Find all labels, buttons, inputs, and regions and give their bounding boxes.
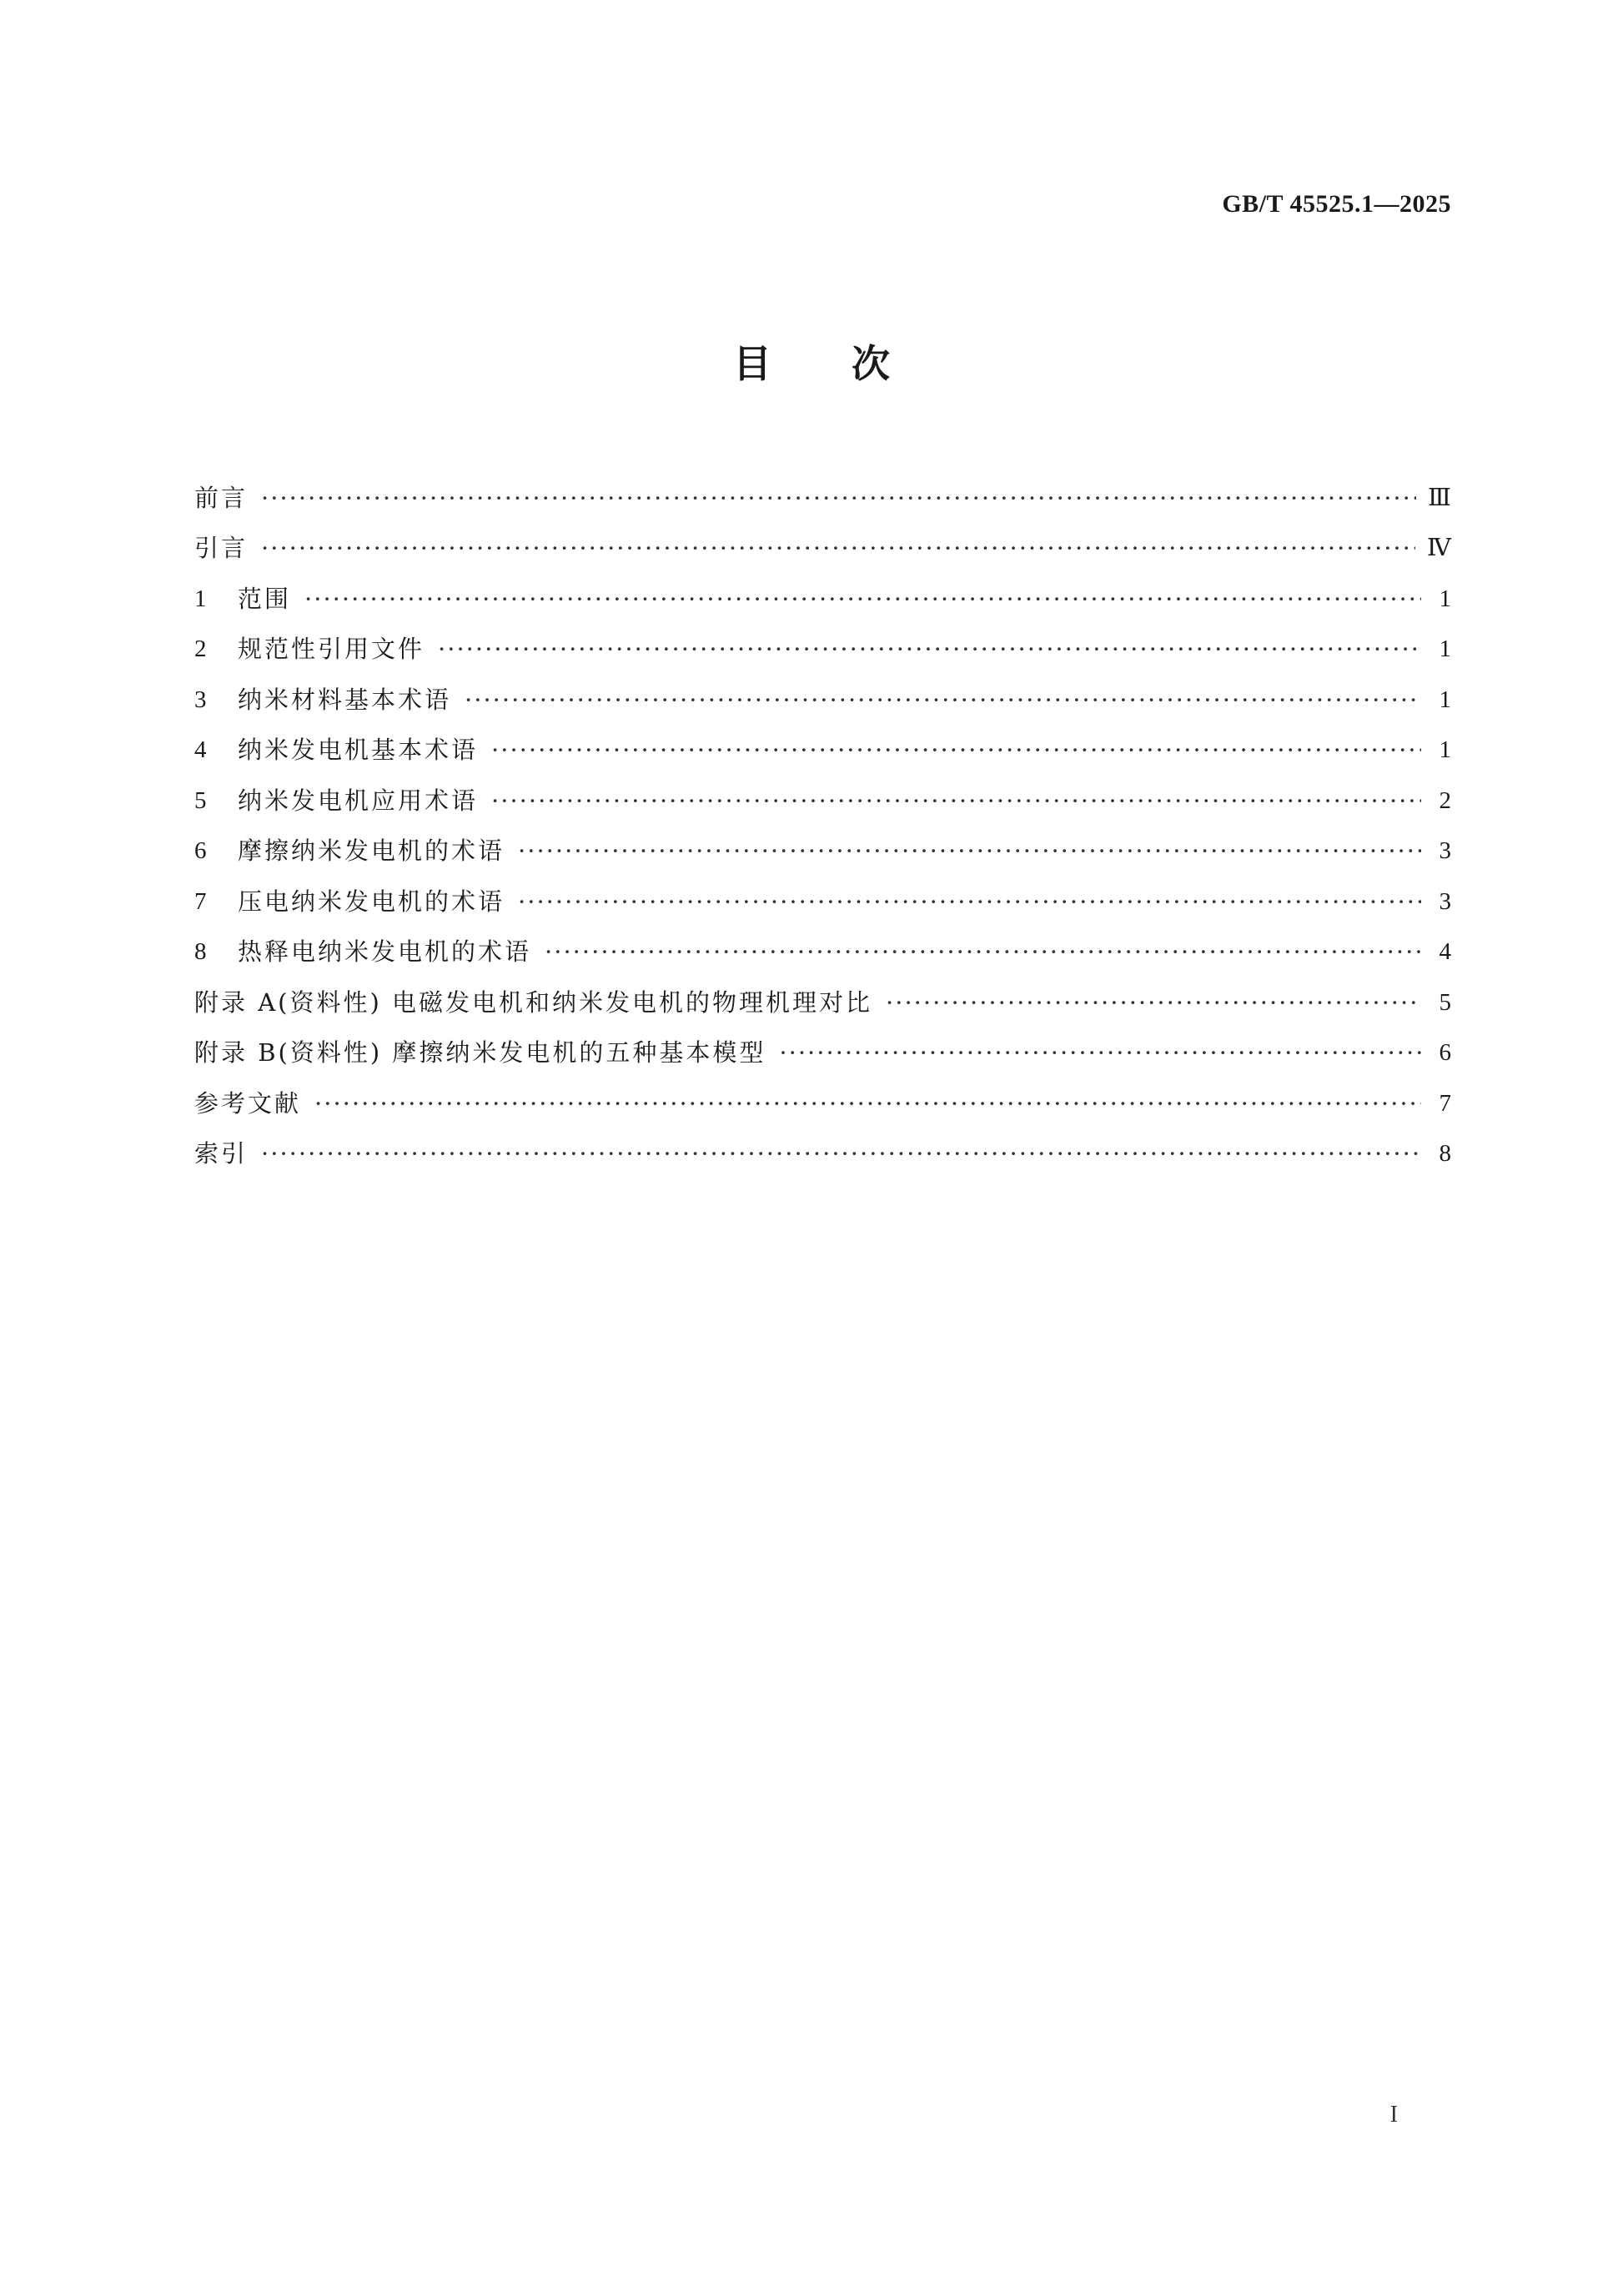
toc-entry-number: 7: [194, 887, 207, 915]
toc-title: 目次: [733, 341, 970, 386]
toc-entry-label: 附录 A(资料性) 电磁发电机和纳米发电机的物理机理对比: [194, 987, 873, 1017]
toc-dot-leader: [314, 1087, 1421, 1120]
toc-entry-number: 8: [194, 938, 207, 965]
toc-entry-label: 热释电纳米发电机的术语: [238, 937, 532, 966]
toc-entry-label: 前言: [194, 483, 249, 512]
toc-entry-label: 纳米发电机应用术语: [238, 786, 479, 815]
toc-entry-page: 1: [1439, 636, 1451, 662]
toc-entry-page: 1: [1439, 686, 1451, 713]
toc-entry[interactable]: [194, 766, 1451, 817]
toc-dot-leader: [438, 632, 1421, 666]
toc-entry-label: 范围: [238, 584, 292, 613]
toc-entry-label: 引言: [194, 534, 249, 562]
toc-entry[interactable]: [194, 1019, 1451, 1070]
toc-dot-leader: [261, 481, 1416, 515]
toc-entry[interactable]: [194, 716, 1451, 767]
toc-entry-page: 6: [1439, 1039, 1451, 1066]
toc-entry-page: 1: [1439, 585, 1451, 612]
toc-entry[interactable]: [194, 666, 1451, 716]
toc-entry-page: 3: [1439, 837, 1451, 864]
toc-entry-label: 附录 B(资料性) 摩擦纳米发电机的五种基本模型: [194, 1038, 766, 1067]
toc-entry[interactable]: [194, 464, 1451, 515]
toc-entry[interactable]: [194, 565, 1451, 615]
toc-dot-leader: [491, 733, 1421, 766]
toc-entry-page: 5: [1439, 988, 1451, 1016]
toc-list: [194, 464, 1451, 1170]
toc-dot-leader: [491, 784, 1421, 817]
toc-entry[interactable]: [194, 867, 1451, 918]
toc-entry-number: 2: [194, 636, 207, 662]
toc-entry-number: 5: [194, 786, 207, 814]
toc-entry-page: 3: [1439, 887, 1451, 915]
toc-dot-leader: [304, 582, 1421, 615]
toc-dot-leader: [518, 885, 1421, 918]
toc-entry[interactable]: [194, 515, 1451, 565]
toc-entry-number: 4: [194, 736, 207, 763]
toc-entry-page: 2: [1439, 786, 1451, 814]
toc-entry[interactable]: [194, 968, 1451, 1019]
toc-dot-leader: [465, 683, 1421, 716]
toc-entry-number: 6: [194, 837, 207, 864]
toc-entry-page: Ⅳ: [1427, 535, 1451, 561]
toc-entry-label: 摩擦纳米发电机的术语: [238, 837, 505, 865]
toc-dot-leader: [779, 1036, 1421, 1069]
toc-entry-number: 3: [194, 686, 207, 713]
toc-entry-label: 纳米发电机基本术语: [238, 736, 479, 764]
standard-number: GB/T 45525.1—2025: [1222, 190, 1451, 218]
toc-dot-leader: [518, 834, 1421, 867]
toc-entry-page: 4: [1439, 938, 1451, 965]
toc-dot-leader: [886, 986, 1421, 1019]
toc-entry-page: 8: [1439, 1140, 1451, 1167]
toc-entry-label: 纳米材料基本术语: [238, 685, 452, 714]
toc-entry[interactable]: [194, 1069, 1451, 1120]
toc-entry-page: Ⅲ: [1428, 484, 1451, 511]
toc-entry[interactable]: [194, 1120, 1451, 1171]
toc-entry[interactable]: [194, 615, 1451, 666]
toc-dot-leader: [261, 1137, 1421, 1170]
toc-dot-leader: [261, 531, 1415, 565]
toc-entry-label: 参考文献: [194, 1088, 302, 1118]
toc-entry-label: 索引: [194, 1139, 249, 1168]
page-number: I: [1389, 2102, 1398, 2128]
toc-entry-page: 7: [1439, 1089, 1451, 1117]
toc-entry[interactable]: [194, 817, 1451, 868]
toc-entry-label: 规范性引用文件: [238, 635, 425, 663]
toc-dot-leader: [545, 935, 1421, 968]
toc-entry-label: 压电纳米发电机的术语: [238, 887, 505, 916]
toc-entry-page: 1: [1439, 736, 1451, 763]
toc-entry-number: 1: [194, 585, 207, 612]
toc-entry[interactable]: [194, 918, 1451, 969]
